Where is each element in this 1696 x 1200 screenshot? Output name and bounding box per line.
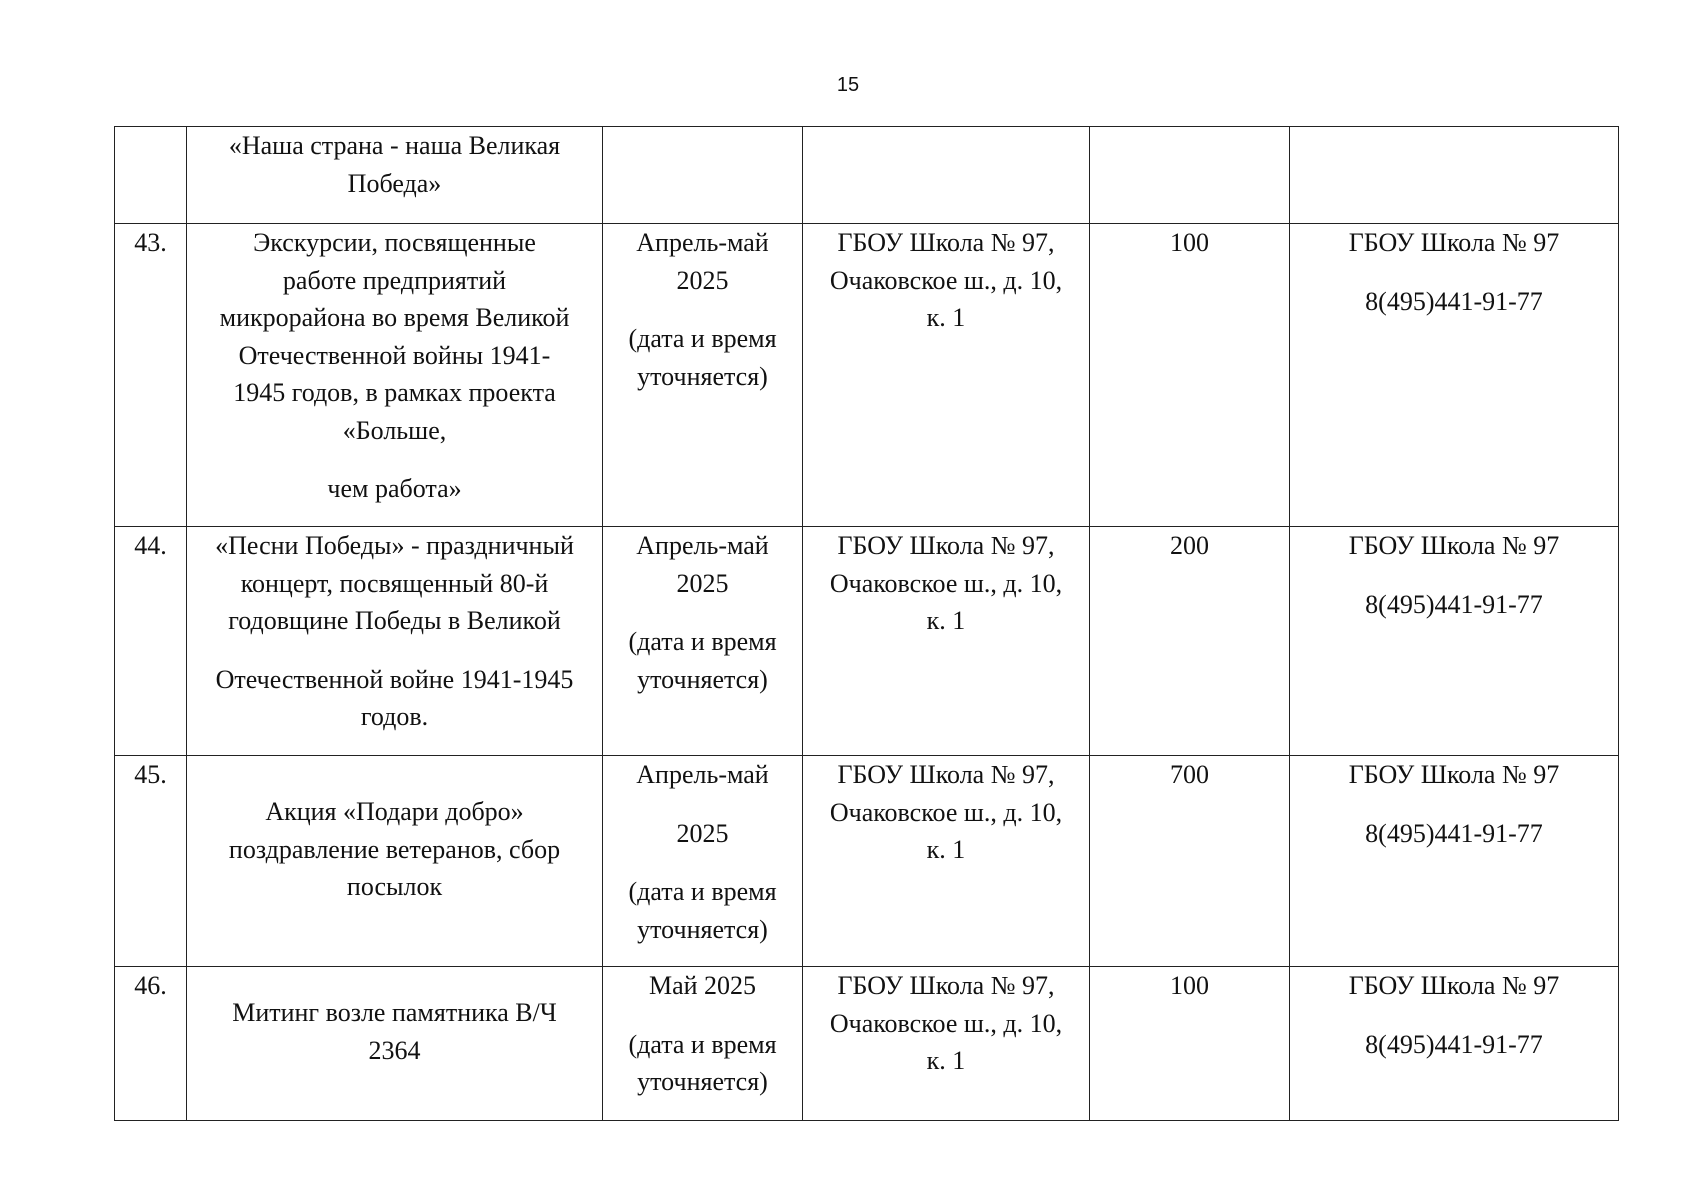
place-cell [803,127,1090,224]
date-cell: Апрель-май 2025 (дата и время уточняется) [603,527,803,756]
place-cell: ГБОУ Школа № 97, Очаковское ш., д. 10, к. 1 [803,527,1090,756]
participants-cell [1090,127,1290,224]
organizer-cell: ГБОУ Школа № 97 8(495)441-91-77 [1290,527,1619,756]
table-row [115,527,1619,756]
participants-cell: 100 [1090,224,1290,527]
place-cell: ГБОУ Школа № 97, Очаковское ш., д. 10, к. 1 [803,967,1090,1121]
number-cell: 44. [115,527,187,756]
organizer-cell [1290,127,1619,224]
organizer-cell: ГБОУ Школа № 97 8(495)441-91-77 [1290,224,1619,527]
number-cell: 43. [115,224,187,527]
number-cell [115,127,187,224]
date-cell: Апрель-май 2025 (дата и время уточняется) [603,756,803,967]
page-number: 15 [836,74,860,96]
date-cell [603,127,803,224]
organizer-cell: ГБОУ Школа № 97 8(495)441-91-77 [1290,967,1619,1121]
number-cell: 46. [115,967,187,1121]
event-cell: Митинг возле памятника В/Ч 2364 [187,967,603,1121]
place-cell: ГБОУ Школа № 97, Очаковское ш., д. 10, к. 1 [803,756,1090,967]
table-row [115,756,1619,967]
table-row [115,224,1619,527]
event-cell: «Песни Победы» - праздничный концерт, посвященный 80-й годовщине Победы в Великой Отечественной войне 1941-1945 годов. [187,527,603,756]
event-cell: «Наша страна - наша Великая Победа» [187,127,603,224]
date-cell: Май 2025 (дата и время уточняется) [603,967,803,1121]
event-cell: Акция «Подари добро» поздравление ветеранов, сбор посылок [187,756,603,967]
event-cell: Экскурсии, посвященные работе предприятий микрорайона во время Великой Отечественной войны 1941- 1945 годов, в рамках проекта «Больше, чем работа» [187,224,603,527]
number-cell: 45. [115,756,187,967]
organizer-cell: ГБОУ Школа № 97 8(495)441-91-77 [1290,756,1619,967]
place-cell: ГБОУ Школа № 97, Очаковское ш., д. 10, к. 1 [803,224,1090,527]
participants-cell: 700 [1090,756,1290,967]
date-cell: Апрель-май 2025 (дата и время уточняется) [603,224,803,527]
participants-cell: 200 [1090,527,1290,756]
events-table [114,126,1619,1121]
table-row [115,967,1619,1121]
participants-cell: 100 [1090,967,1290,1121]
table-row [115,127,1619,224]
